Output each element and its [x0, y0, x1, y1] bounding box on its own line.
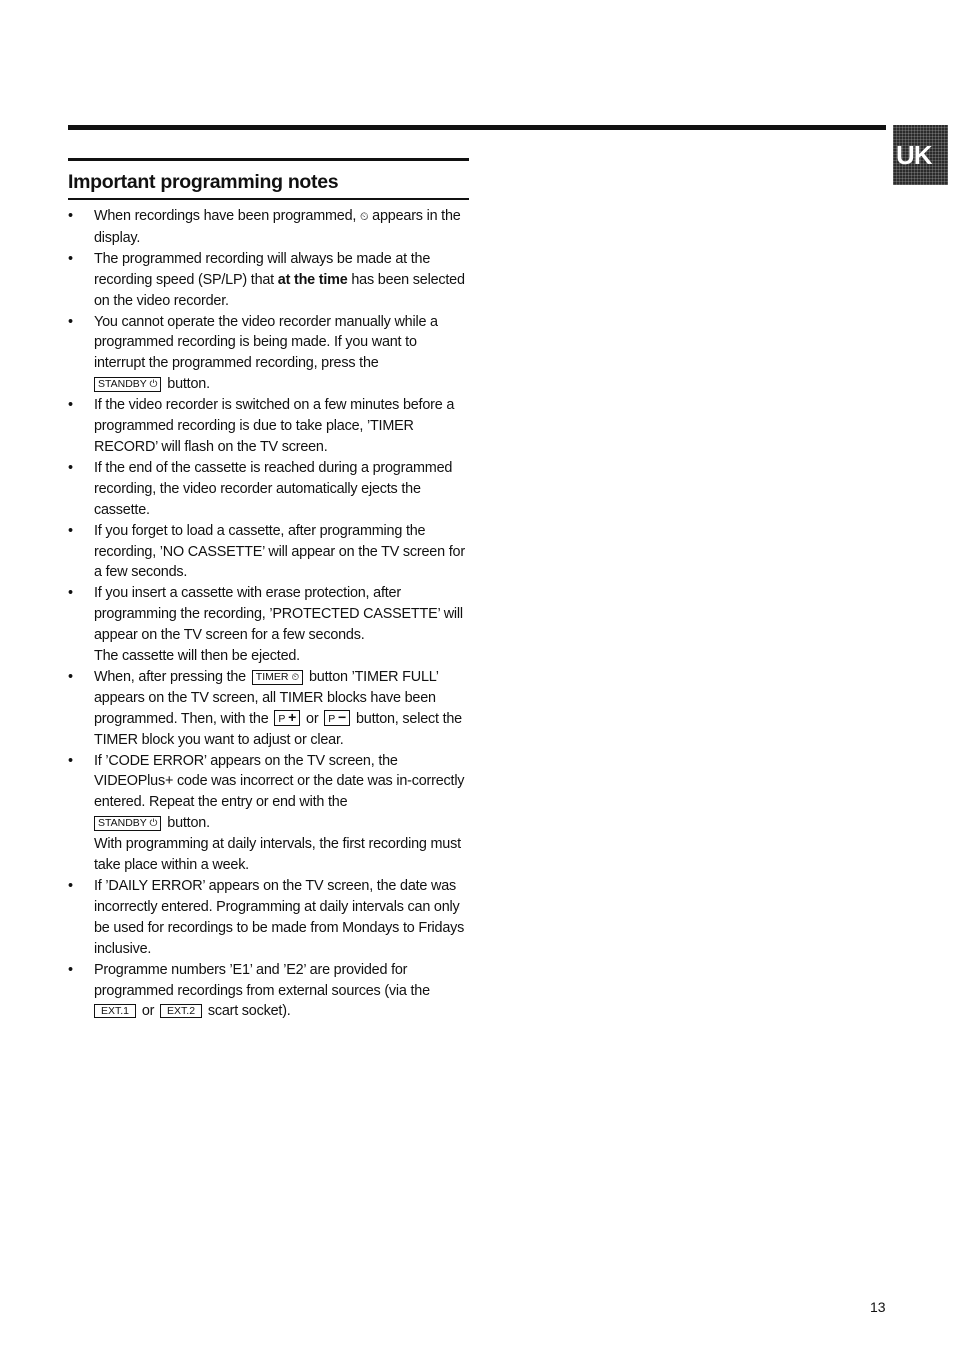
standby-key: STANDBY ⏻: [94, 816, 161, 831]
list-item: • The programmed recording will always be made at the recording speed (SP/LP) that at the time has been selected on the video recorder.: [68, 249, 469, 312]
plus-icon: +: [288, 708, 297, 725]
list-item: • If you forget to load a cassette, after programming the recording, ’NO CASSETTE’ will appear on the TV screen for a few seconds.: [68, 521, 469, 584]
p-plus-key: P +: [274, 710, 300, 726]
top-rule: [68, 125, 886, 130]
list-item: • If you insert a cassette with erase protection, after programming the recording, ’PROTECTED CASSETTE’ will appear on the TV screen for a few seconds. The cassette will then be ejected.: [68, 583, 469, 667]
section-bottom-rule: [68, 198, 469, 200]
timer-icon: ⏲: [291, 671, 300, 683]
section-title: Important programming notes: [68, 171, 339, 193]
list-item: • Programme numbers ’E1’ and ’E2’ are provided for programmed recordings from external sources (via the EXT.1 or EXT.2 scart socket).: [68, 960, 469, 1023]
notes-list: [68, 206, 469, 1022]
list-item: • If the end of the cassette is reached during a programmed recording, the video recorder automatically ejects the cassette.: [68, 458, 469, 521]
power-icon: ⏻: [149, 379, 158, 391]
list-item: • When, after pressing the TIMER ⏲ button ’TIMER FULL’ appears on the TV screen, all TIMER blocks have been programmed. Then, with the P + or P − button, select the TIMER block you want to adjust or clear.: [68, 667, 469, 751]
language-badge: UK: [893, 125, 948, 185]
section-top-rule: [68, 158, 469, 161]
power-icon: ⏻: [149, 818, 158, 830]
ext1-key: EXT.1: [94, 1004, 136, 1018]
timer-icon: ⏲: [359, 211, 369, 223]
list-item: • You cannot operate the video recorder manually while a programmed recording is being made. If you want to interrupt the programmed recording, press the STANDBY ⏻ button.: [68, 312, 469, 396]
list-item: • If ’DAILY ERROR’ appears on the TV screen, the date was incorrectly entered. Programming at daily intervals can only be used for recordings to be made from Mondays to Fridays inclusive.: [68, 876, 469, 960]
p-minus-key: P −: [324, 710, 350, 726]
ext2-key: EXT.2: [160, 1004, 202, 1018]
list-item: • If the video recorder is switched on a few minutes before a programmed recording is due to take place, ’TIMER RECORD’ will flash on the TV screen.: [68, 395, 469, 458]
list-item: • If ’CODE ERROR’ appears on the TV screen, the VIDEOPlus+ code was incorrect or the date was in-correctly entered. Repeat the entry or end with the STANDBY ⏻ button. With programming at daily intervals, the first recording must take place within a week.: [68, 751, 469, 876]
minus-icon: −: [338, 708, 347, 725]
timer-key: TIMER ⏲: [252, 670, 303, 685]
standby-key: STANDBY ⏻: [94, 377, 161, 392]
list-item: • When recordings have been programmed, ⏲ appears in the display.: [68, 206, 469, 249]
page-number: 13: [870, 1299, 886, 1315]
programming-notes-section: [68, 158, 469, 1022]
